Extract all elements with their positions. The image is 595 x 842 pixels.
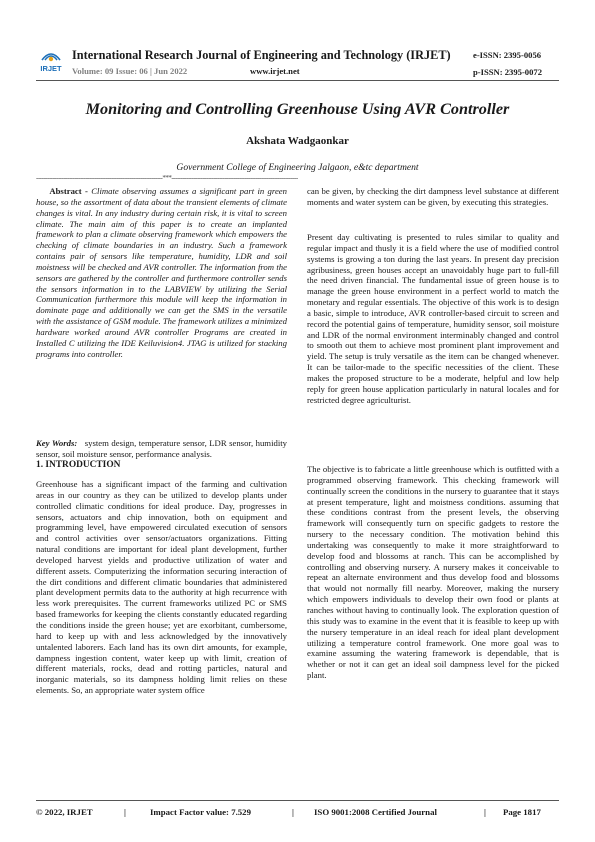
volume-line: Volume: 09 Issue: 06 | Jun 2022 — [72, 66, 188, 76]
keywords-text: system design, temperature sensor, LDR sensor, humidity sensor, soil moisture sensor, performance analysis. — [36, 438, 287, 459]
intro-paragraph-2: Present day cultivating is presented to rules similar to quality and regular impact and thusly it is a field where the use of modified control systems is growing a ton during the last years. In present day precision agribusiness, green houses accept an unavoidably huge part to full-fill the need driven financial. The fundamental issue of green house is to manage the green house environment in a perfect world to match the monetary and regular essentials. The objective of this work is to design a basic, simple to introduce, AVR controller-based circuit to screen and record the potential gains of temperature, humidity sensor, soil moisture and LDR of the normal environment interminably changed and control to smooth out them to achieve most prominent plant improvement and yield. The setup is truly versatile as the item can be changed whenever. It can be tailor-made to the specific necessities of the client. These makes the proposed structure to be a moderate, helpful and low help reply for green house application particularly in natural locales and for restricted degree agriculturist. — [307, 232, 559, 405]
intro-left-text — [36, 479, 287, 696]
irjet-logo-icon — [36, 46, 66, 74]
intro-right-continuation — [307, 186, 559, 208]
logo-text: IRJET — [40, 64, 62, 73]
footer-separator: | — [292, 807, 294, 817]
author-affiliation: Government College of Engineering Jalgaon, e&tc department — [176, 162, 419, 173]
intro-paragraph-1: Greenhouse has a significant impact of the farming and cultivation areas in our country as they can be utilized to develop plants under controlled climatic conditions for ideal produce. Day, progresses in sensors, actuators and chip innovation, both on equipment and programming level, have empowered circulated execution of sensors and control activities over sensor/actuators organizations. Fitting natural conditions are important for ideal plant development, further developed harvest yields and productive utilization of water and different assets. Computerizing the information securing interaction of the dirt conditions and different climatic boundaries that administered plant development permits data to the authority at high recurrence with less work prerequisites. The current frameworks utilized PC or SMS based frameworks for keeping the clients constantly educated regarding the conditions inside the green house; yet are exorbitant, cumbersome, hard to keep up with and less acknowledged by the innovatively untalented laborers. Each land has its own dirt amounts, for example, dampness ingestion content, water keep up with limit, creation of different materials, rocks, dead and rotting particles, natural and inorganic materials, so its dampness holding limit relies on these elements. So, an appropriate water system office — [36, 479, 287, 696]
header-divider — [36, 80, 559, 81]
website-link[interactable]: www.irjet.net — [250, 66, 300, 76]
footer-copyright: © 2022, IRJET — [36, 807, 93, 817]
abstract-text: Climate observing assumes a significant part in green house, so the assortment of data about the transient elements of climate changes is vital. In any industry during certain risk, it is vital to screen climate. The main aim of this paper is to create an implanted framework to plan a climate observing framework which empowers the checking of climate boundaries in an industry. Such a framework contains pair of sensors like temperature, humidity, LDR and soil moistness will be checked and AVR controller. The information from the sensors are gathered by the controller and furthermore controller sends the sensors information in to the LABVIEW by utilizing the Serial Communication furthermore this module will keep the information in dominate page and additionally we can get the SMS in the versatile with the assistance of GSM module. The framework utilizes a minimized hardware worked around AVR controller Programs are created in Installed C utilizing the IDE Keiluvision4. JTAG is utilized for stacking programs into controller. — [36, 186, 288, 359]
abstract-block — [36, 186, 287, 360]
footer-separator: | — [124, 807, 126, 817]
footer-iso: ISO 9001:2008 Certified Journal — [314, 807, 437, 817]
footer-page-number: Page 1817 — [503, 807, 541, 817]
intro-paragraph-continued: can be given, by checking the dirt dampness level substance at different moments and water system can be given, by executing this strategies. — [307, 186, 559, 207]
abstract-label: Abstract - — [49, 186, 88, 196]
journal-title: International Research Journal of Engineering and Technology (IRJET) — [72, 48, 451, 62]
section-heading: 1. INTRODUCTION — [36, 460, 121, 470]
footer-impact-factor: Impact Factor value: 7.529 — [150, 807, 251, 817]
author-name: Akshata Wadgaonkar — [246, 135, 349, 147]
intro-right-block-2 — [307, 232, 559, 406]
footer-divider — [36, 800, 559, 801]
footer-separator: | — [484, 807, 486, 817]
intro-paragraph-3: The objective is to fabricate a little greenhouse which is outfitted with a programmed observing framework. This checking framework will continually screen the conditions in the nursery to guarantee that it stays at present temperature, light and moistness conditions. assuming that these conditions contrast from the present levels, the observing framework will consequently turn on specific gadgets to restore the nursery to the necessary condition. The motivation behind this undertaking was consequently to make it more straightforward to develop food and blossoms at ranch. This can be accomplished by controlling and observing nursery. A nursery makes it conceivable to repeat an alternate environment and thus develop food and blossoms that would not normally fill nearby. Moreover, making the nursery which empowers individuals to develop their own food or plants at ranches without having to continually look. The exploration question of this study was to examine in the event that it is feasible to keep up with the nursery temperature in an ideal reach for ideal plant development utilizing a temperature control framework. One more goal was to examine assuming the watering framework is dependable, that is whether or not it can get an ideal soil dampness level for the picked plant. — [307, 464, 559, 681]
paper-title: Monitoring and Controlling Greenhouse Using AVR Controller — [85, 100, 510, 118]
separator-line: ---------------------------------------------------------------------***--------------------------------------------------------------------- — [36, 174, 298, 182]
keywords-label: Key Words: — [36, 438, 78, 448]
p-issn: p-ISSN: 2395-0072 — [473, 67, 542, 77]
intro-right-block-3 — [307, 464, 559, 681]
keywords-block — [36, 438, 287, 460]
e-issn: e-ISSN: 2395-0056 — [473, 50, 542, 60]
